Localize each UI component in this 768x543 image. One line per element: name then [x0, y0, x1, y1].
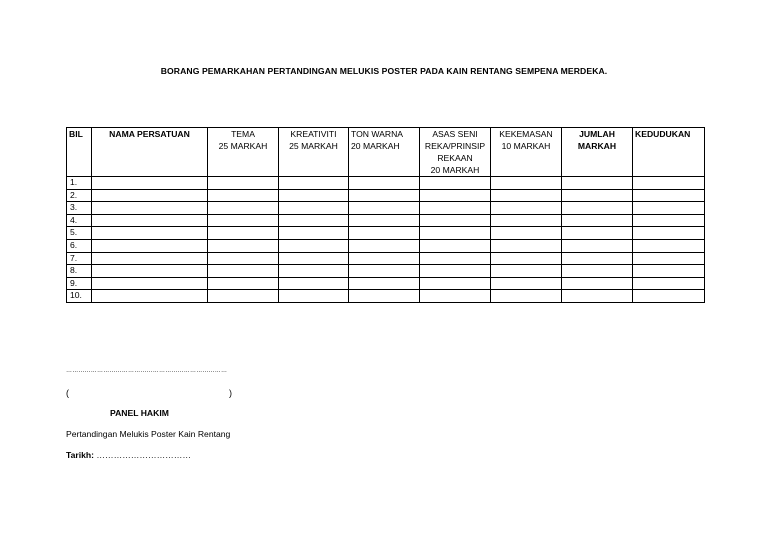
- asas-seni-cell[interactable]: [420, 189, 491, 202]
- table-row: [67, 239, 705, 252]
- nama-cell[interactable]: [92, 214, 208, 227]
- header-kekemasan: KEKEMASAN 10 MARKAH: [491, 128, 562, 177]
- tema-cell[interactable]: [208, 265, 279, 278]
- date-label: Tarikh:: [66, 450, 95, 460]
- header-nama-persatuan: NAMA PERSATUAN: [92, 128, 208, 177]
- kedudukan-cell[interactable]: [633, 189, 705, 202]
- kekemasan-cell[interactable]: [491, 252, 562, 265]
- signature-line: ……………………………………………………………………: [66, 368, 228, 374]
- kreativiti-cell[interactable]: [279, 177, 349, 190]
- competition-name: Pertandingan Melukis Poster Kain Rentang: [66, 429, 231, 439]
- table-row: [67, 277, 705, 290]
- ton-warna-cell[interactable]: [349, 177, 420, 190]
- row-number: 9.: [67, 277, 92, 290]
- nama-cell[interactable]: [92, 277, 208, 290]
- kekemasan-cell[interactable]: [491, 227, 562, 240]
- asas-seni-cell[interactable]: [420, 290, 491, 303]
- header-jumlah-markah: JUMLAH MARKAH: [562, 128, 633, 177]
- ton-warna-cell[interactable]: [349, 290, 420, 303]
- jumlah-cell[interactable]: [562, 189, 633, 202]
- kedudukan-cell[interactable]: [633, 214, 705, 227]
- ton-warna-cell[interactable]: [349, 239, 420, 252]
- table-row: [67, 214, 705, 227]
- kekemasan-cell[interactable]: [491, 214, 562, 227]
- ton-warna-cell[interactable]: [349, 214, 420, 227]
- asas-seni-cell[interactable]: [420, 202, 491, 215]
- jumlah-cell[interactable]: [562, 177, 633, 190]
- row-number: 4.: [67, 214, 92, 227]
- header-kreativiti: KREATIVITI 25 MARKAH: [279, 128, 349, 177]
- name-bracket-close: ): [229, 388, 232, 398]
- nama-cell[interactable]: [92, 227, 208, 240]
- nama-cell[interactable]: [92, 202, 208, 215]
- kekemasan-cell[interactable]: [491, 202, 562, 215]
- table-row: [67, 265, 705, 278]
- kekemasan-cell[interactable]: [491, 277, 562, 290]
- jumlah-cell[interactable]: [562, 239, 633, 252]
- date-field: [66, 450, 191, 460]
- kreativiti-cell[interactable]: [279, 227, 349, 240]
- tema-cell[interactable]: [208, 277, 279, 290]
- kekemasan-cell[interactable]: [491, 177, 562, 190]
- table-row: [67, 189, 705, 202]
- tema-cell[interactable]: [208, 189, 279, 202]
- row-number: 10.: [67, 290, 92, 303]
- tema-cell[interactable]: [208, 214, 279, 227]
- row-number: 6.: [67, 239, 92, 252]
- nama-cell[interactable]: [92, 189, 208, 202]
- asas-seni-cell[interactable]: [420, 177, 491, 190]
- row-number: 1.: [67, 177, 92, 190]
- kekemasan-cell[interactable]: [491, 239, 562, 252]
- kedudukan-cell[interactable]: [633, 177, 705, 190]
- kedudukan-cell[interactable]: [633, 277, 705, 290]
- kreativiti-cell[interactable]: [279, 252, 349, 265]
- jumlah-cell[interactable]: [562, 227, 633, 240]
- header-ton-warna: TON WARNA 20 MARKAH: [349, 128, 420, 177]
- asas-seni-cell[interactable]: [420, 239, 491, 252]
- table-row: [67, 202, 705, 215]
- kekemasan-cell[interactable]: [491, 189, 562, 202]
- tema-cell[interactable]: [208, 239, 279, 252]
- kreativiti-cell[interactable]: [279, 290, 349, 303]
- nama-cell[interactable]: [92, 177, 208, 190]
- table-row: [67, 290, 705, 303]
- form-title: BORANG PEMARKAHAN PERTANDINGAN MELUKIS POSTER PADA KAIN RENTANG SEMPENA MERDEKA.: [160, 66, 608, 76]
- ton-warna-cell[interactable]: [349, 189, 420, 202]
- kreativiti-cell[interactable]: [279, 214, 349, 227]
- kreativiti-cell[interactable]: [279, 265, 349, 278]
- tema-cell[interactable]: [208, 177, 279, 190]
- kekemasan-cell[interactable]: [491, 290, 562, 303]
- kedudukan-cell[interactable]: [633, 265, 705, 278]
- nama-cell[interactable]: [92, 265, 208, 278]
- jumlah-cell[interactable]: [562, 214, 633, 227]
- tema-cell[interactable]: [208, 252, 279, 265]
- ton-warna-cell[interactable]: [349, 252, 420, 265]
- ton-warna-cell[interactable]: [349, 277, 420, 290]
- row-number: 2.: [67, 189, 92, 202]
- kreativiti-cell[interactable]: [279, 277, 349, 290]
- kedudukan-cell[interactable]: [633, 239, 705, 252]
- kedudukan-cell[interactable]: [633, 290, 705, 303]
- asas-seni-cell[interactable]: [420, 252, 491, 265]
- asas-seni-cell[interactable]: [420, 265, 491, 278]
- row-number: 5.: [67, 227, 92, 240]
- asas-seni-cell[interactable]: [420, 227, 491, 240]
- table-row: [67, 177, 705, 190]
- tema-cell[interactable]: [208, 290, 279, 303]
- row-number: 3.: [67, 202, 92, 215]
- kedudukan-cell[interactable]: [633, 202, 705, 215]
- jumlah-cell[interactable]: [562, 277, 633, 290]
- row-number: 7.: [67, 252, 92, 265]
- kreativiti-cell[interactable]: [279, 239, 349, 252]
- jumlah-cell[interactable]: [562, 265, 633, 278]
- jumlah-cell[interactable]: [562, 202, 633, 215]
- header-bil: BIL: [67, 128, 92, 177]
- header-tema: TEMA 25 MARKAH: [208, 128, 279, 177]
- scoring-table: [66, 127, 705, 303]
- tema-cell[interactable]: [208, 202, 279, 215]
- kekemasan-cell[interactable]: [491, 265, 562, 278]
- nama-cell[interactable]: [92, 252, 208, 265]
- nama-cell[interactable]: [92, 290, 208, 303]
- date-value: ……………………………: [96, 450, 191, 460]
- panel-label: PANEL HAKIM: [110, 408, 169, 418]
- table-row: [67, 252, 705, 265]
- kedudukan-cell[interactable]: [633, 227, 705, 240]
- ton-warna-cell[interactable]: [349, 227, 420, 240]
- jumlah-cell[interactable]: [562, 290, 633, 303]
- table-row: [67, 227, 705, 240]
- kreativiti-cell[interactable]: [279, 189, 349, 202]
- table-header-row: [67, 128, 705, 177]
- ton-warna-cell[interactable]: [349, 265, 420, 278]
- tema-cell[interactable]: [208, 227, 279, 240]
- row-number: 8.: [67, 265, 92, 278]
- kreativiti-cell[interactable]: [279, 202, 349, 215]
- ton-warna-cell[interactable]: [349, 202, 420, 215]
- header-kedudukan: KEDUDUKAN: [633, 128, 705, 177]
- kedudukan-cell[interactable]: [633, 252, 705, 265]
- asas-seni-cell[interactable]: [420, 277, 491, 290]
- header-asas-seni: ASAS SENI REKA/PRINSIP REKAAN 20 MARKAH: [420, 128, 491, 177]
- name-bracket-open: (: [66, 388, 69, 398]
- nama-cell[interactable]: [92, 239, 208, 252]
- jumlah-cell[interactable]: [562, 252, 633, 265]
- asas-seni-cell[interactable]: [420, 214, 491, 227]
